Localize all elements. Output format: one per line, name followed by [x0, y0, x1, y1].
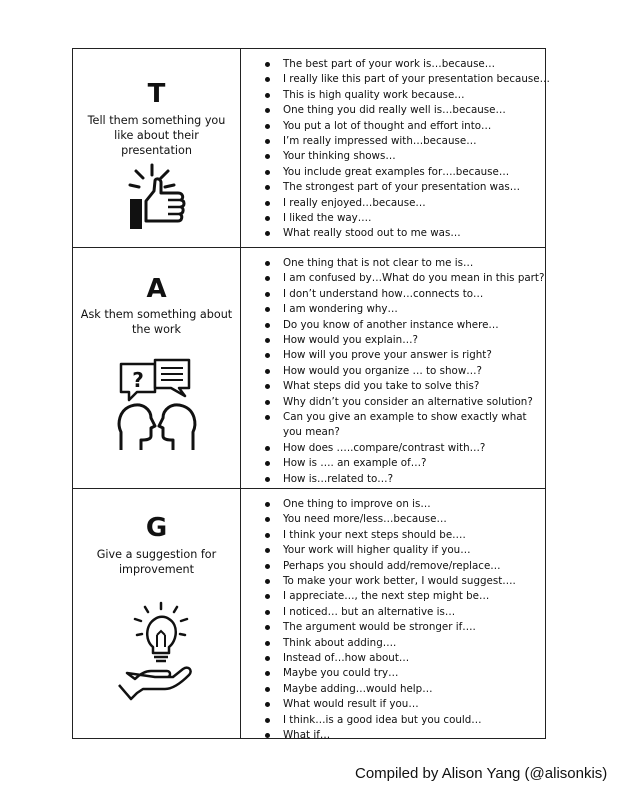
list-item: Can you give an example to show exactly what you mean? [241, 410, 539, 441]
list-item: To make your work better, I would suggest…. [241, 574, 539, 589]
list-item: What would result if you… [241, 697, 539, 712]
section-a [73, 247, 545, 488]
list-item: How will you prove your answer is right? [241, 348, 539, 363]
list-item: The strongest part of your presentation was… [241, 180, 539, 195]
list-item: How would you organize … to show…? [241, 364, 539, 379]
section-description: Tell them something you like about their presentation [87, 114, 226, 157]
tag-feedback-table [72, 48, 550, 742]
list-item: Maybe you could try… [241, 666, 539, 681]
list-item: How is …. an example of…? [241, 456, 539, 471]
section-letter: A [146, 274, 167, 304]
section-a-header [73, 248, 241, 488]
section-a-prompts [241, 248, 545, 488]
list-item: I’m really impressed with…because… [241, 134, 539, 149]
list-item: You need more/less…because… [241, 512, 539, 527]
list-item: Perhaps you should add/remove/replace… [241, 559, 539, 574]
list-item: I noticed… but an alternative is… [241, 605, 539, 620]
section-g [73, 488, 545, 742]
section-t-prompts [241, 49, 550, 247]
list-item: You include great examples for….because… [241, 165, 539, 180]
list-item: Do you know of another instance where… [241, 318, 539, 333]
prompt-list [241, 497, 539, 744]
list-item: You put a lot of thought and effort into… [241, 119, 539, 134]
list-item: The best part of your work is…because… [241, 57, 539, 72]
list-item: One thing that is not clear to me is… [241, 256, 539, 271]
section-t [73, 49, 550, 247]
section-t-header [73, 49, 241, 247]
list-item: Instead of…how about… [241, 651, 539, 666]
list-item: I appreciate…, the next step might be… [241, 589, 539, 604]
prompt-list [241, 256, 545, 487]
list-item: How is…related to…? [241, 472, 539, 487]
list-item: Your work will higher quality if you… [241, 543, 539, 558]
list-item: I think your next steps should be…. [241, 528, 539, 543]
list-item: The argument would be stronger if…. [241, 620, 539, 635]
thumbs-up-icon [124, 161, 190, 233]
section-description: Give a suggestion for improvement [96, 548, 217, 576]
section-letter: G [145, 513, 168, 543]
list-item: One thing to improve on is… [241, 497, 539, 512]
section-letter: T [147, 79, 166, 109]
svg-text:?: ? [131, 368, 144, 392]
list-item: I don’t understand how…connects to… [241, 287, 539, 302]
compiler-credit: Compiled by Alison Yang (@alisonkis) [355, 765, 608, 782]
section-description: Ask them something about the work [80, 308, 233, 336]
list-item: What really stood out to me was… [241, 226, 539, 241]
list-item: What if… [241, 728, 539, 743]
prompt-list [241, 57, 550, 242]
list-item: I think…is a good idea but you could… [241, 713, 539, 728]
list-item: Maybe adding…would help… [241, 682, 539, 697]
question-conversation-icon [115, 358, 199, 454]
list-item: I really enjoyed…because… [241, 196, 539, 211]
section-g-header [73, 489, 241, 738]
list-item: How would you explain…? [241, 333, 539, 348]
list-item: How does …..compare/contrast with…? [241, 441, 539, 456]
list-item: Why didn’t you consider an alternative solution? [241, 395, 539, 410]
list-item: This is high quality work because… [241, 88, 539, 103]
list-item: I really like this part of your presentation because… [241, 72, 539, 87]
list-item: I am wondering why… [241, 302, 539, 317]
list-item: I am confused by…What do you mean in this part? [241, 271, 539, 286]
list-item: One thing you did really well is…because… [241, 103, 539, 118]
list-item: I liked the way…. [241, 211, 539, 226]
list-item: Your thinking shows… [241, 149, 539, 164]
list-item: Think about adding…. [241, 636, 539, 651]
section-g-prompts [241, 489, 545, 742]
list-item: What steps did you take to solve this? [241, 379, 539, 394]
lightbulb-hand-icon [115, 601, 199, 705]
